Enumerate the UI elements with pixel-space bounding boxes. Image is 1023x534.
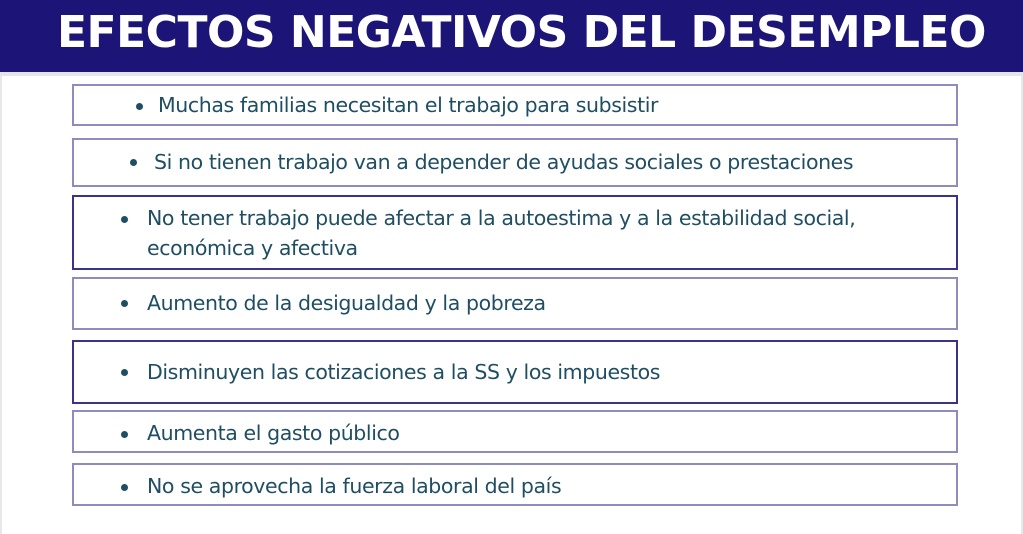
bullet-icon (121, 484, 128, 491)
effect-item-6 (72, 410, 958, 453)
bullet-icon (121, 369, 128, 376)
title-divider (0, 72, 1023, 76)
title-bar (0, 0, 1023, 72)
effect-item-2 (72, 138, 958, 187)
effect-item-3-text: No tener trabajo puede afectar a la autoestima y a la estabilidad social, económica y afectiva (147, 206, 856, 260)
bullet-icon (130, 159, 137, 166)
effect-item-1 (72, 84, 958, 126)
effect-item-2-text: Si no tienen trabajo van a depender de ayudas sociales o prestaciones (154, 150, 854, 174)
slide-left-edge (0, 76, 2, 534)
bullet-icon (136, 103, 143, 110)
effect-item-6-text: Aumenta el gasto público (147, 421, 400, 445)
effect-item-5-text: Disminuyen las cotizaciones a la SS y los impuestos (147, 360, 661, 384)
effect-item-7-text: No se aprovecha la fuerza laboral del país (147, 474, 562, 498)
effect-item-5 (72, 340, 958, 404)
effect-item-3 (72, 195, 958, 270)
effect-item-7 (72, 463, 958, 506)
effect-item-1-text: Muchas familias necesitan el trabajo para subsistir (158, 93, 659, 117)
slide-title: EFECTOS NEGATIVOS DEL DESEMPLEO (57, 7, 986, 58)
effect-item-4 (72, 277, 958, 330)
bullet-icon (121, 300, 128, 307)
bullet-icon (121, 431, 128, 438)
bullet-icon (121, 216, 128, 223)
effect-item-4-text: Aumento de la desigualdad y la pobreza (147, 291, 546, 315)
